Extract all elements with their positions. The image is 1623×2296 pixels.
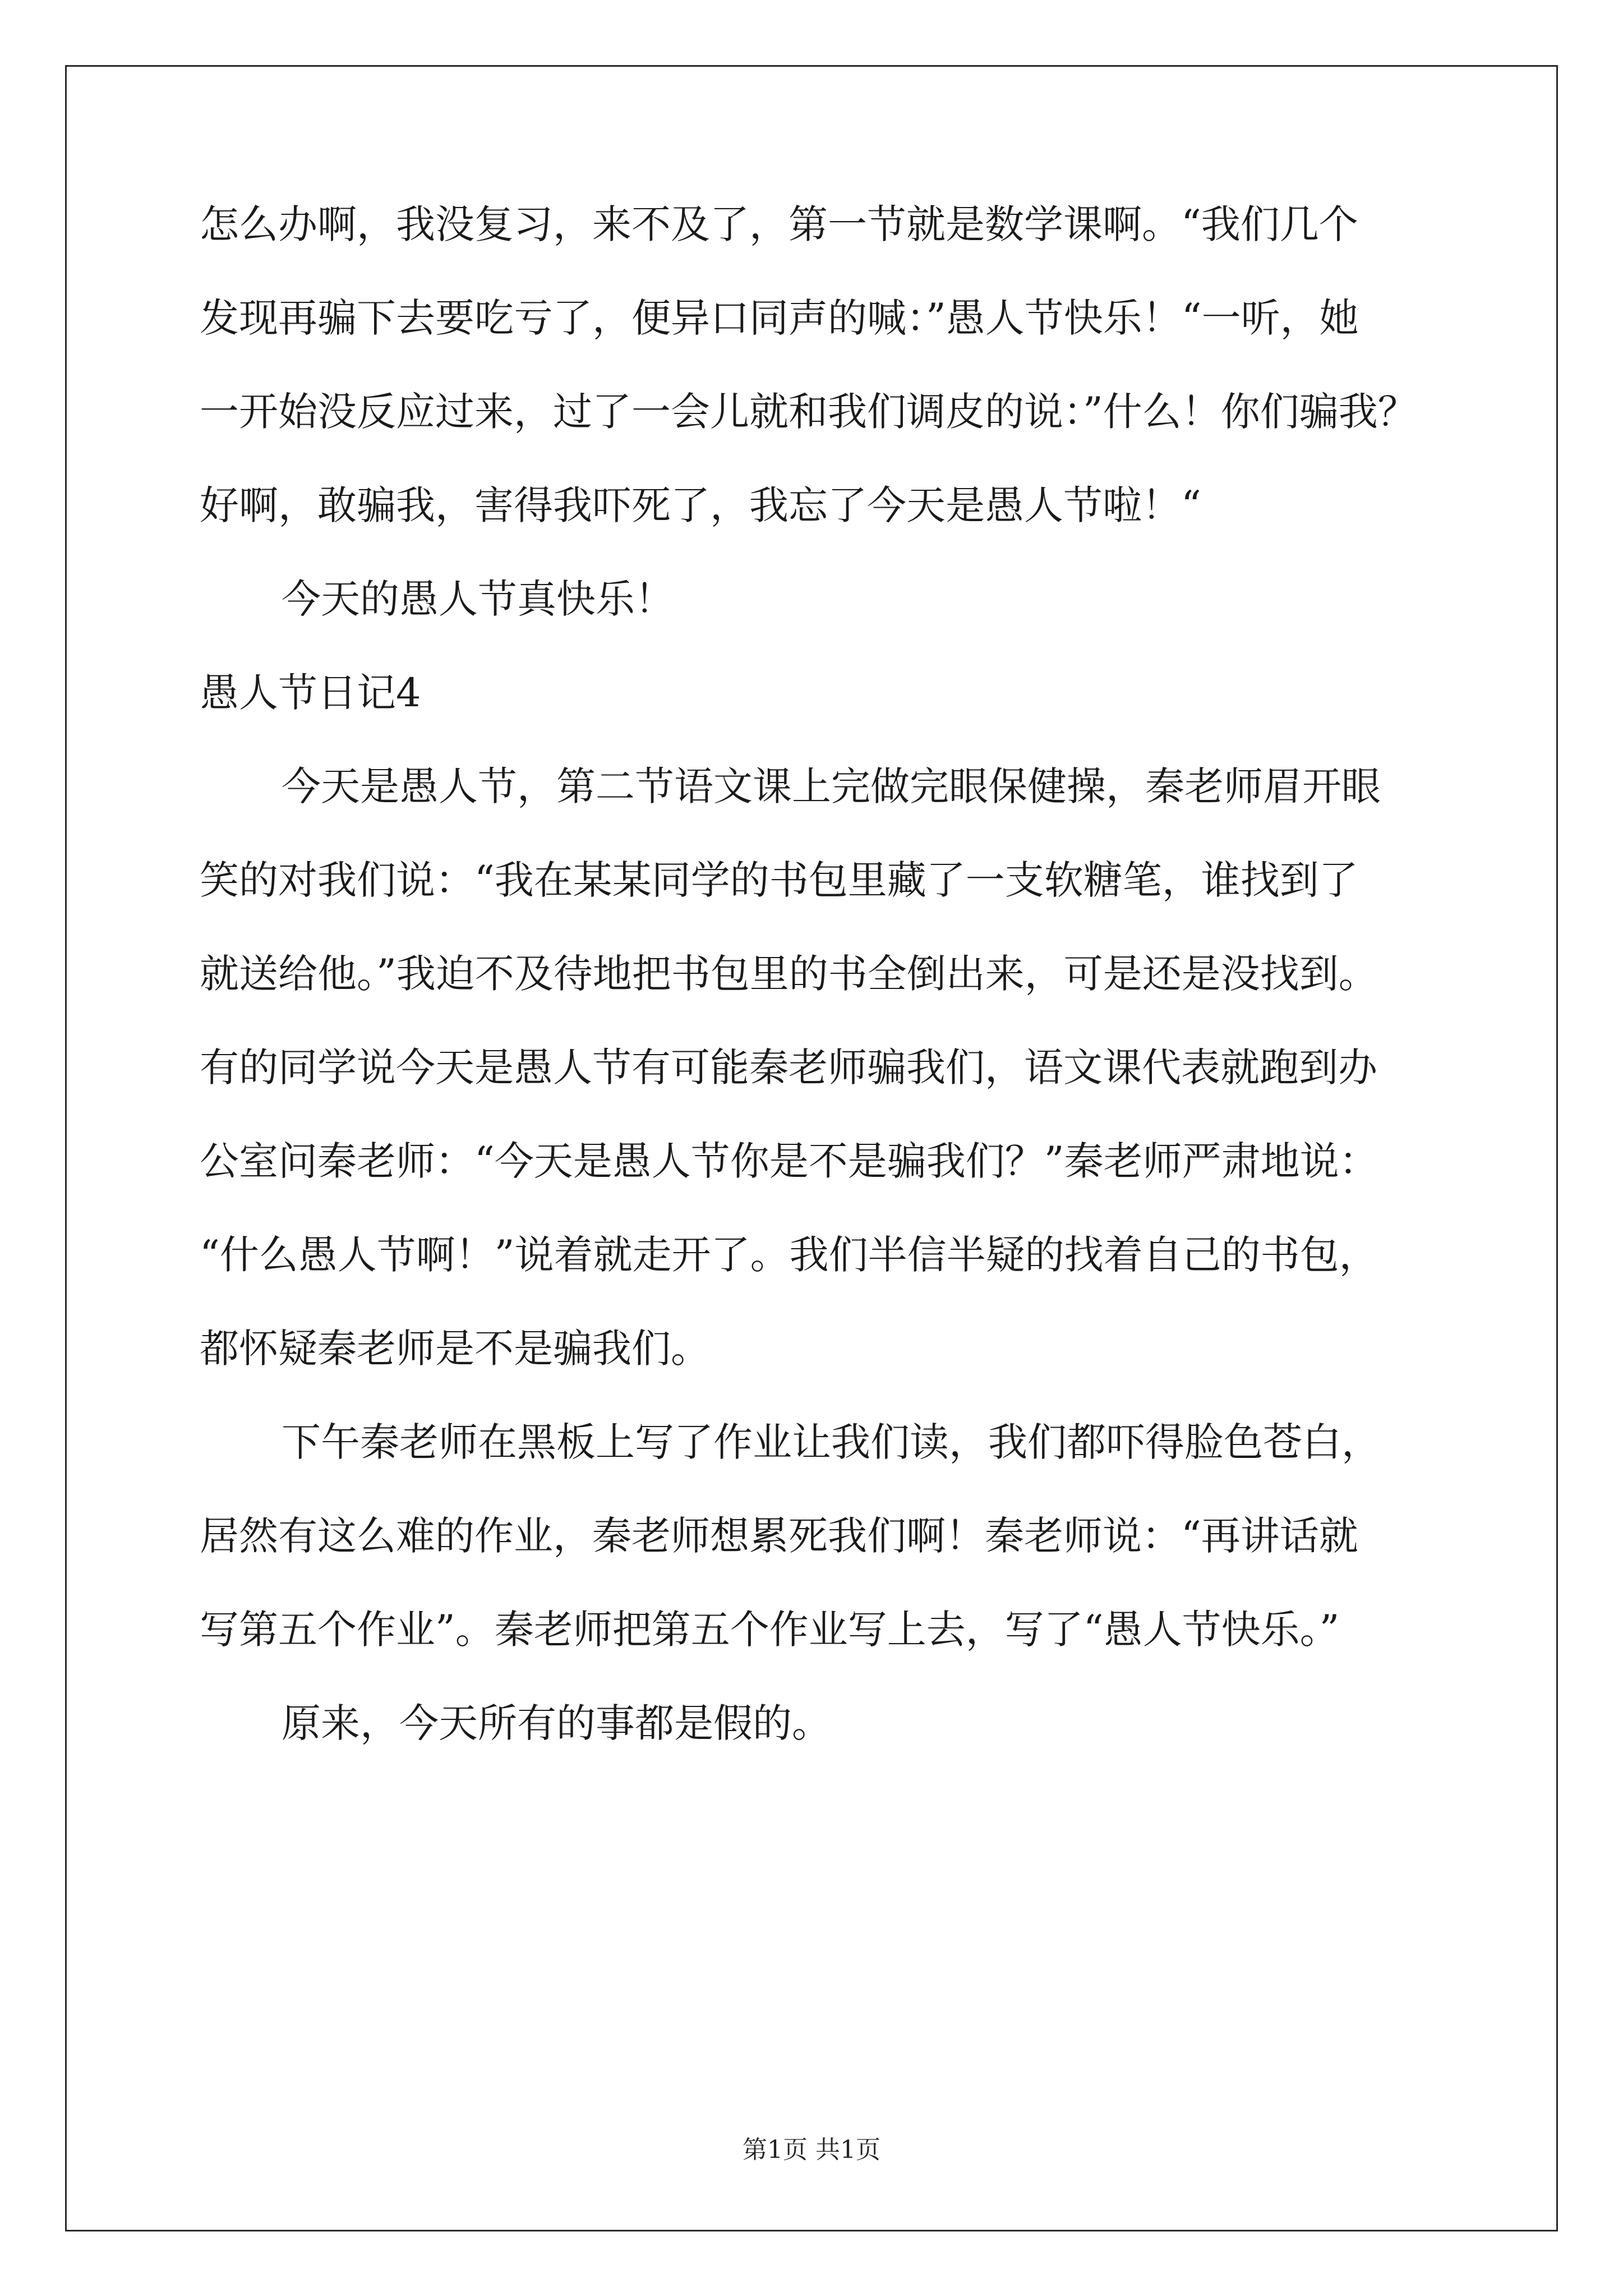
section-heading: 愚人节日记4 [200,670,421,716]
text-line: 原来，今天所有的事都是假的。 [282,1700,831,1746]
text-line: 下午秦老师在黑板上写了作业让我们读，我们都吓得脸色苍白， [282,1419,1381,1465]
text-line: 有的同学说今天是愚人节有可能秦老师骗我们，语文课代表就跑到办 [200,1045,1377,1091]
page-number: 第1页 共1页 [743,2136,880,2164]
text-line: 今天的愚人节真快乐！ [282,576,674,622]
text-line: 笑的对我们说：“我在某某同学的书包里藏了一支软糖笔，谁找到了 [200,857,1358,903]
text-line: 都怀疑秦老师是不是骗我们。 [200,1326,710,1372]
text-line: 一开始没反应过来，过了一会儿就和我们调皮的说：”什么！你们骗我？ [200,389,1417,435]
text-line: 今天是愚人节，第二节语文课上完做完眼保健操，秦老师眉开眼 [282,763,1381,809]
text-line: “什么愚人节啊！”说着就走开了。我们半信半疑的找着自己的书包， [200,1232,1378,1278]
text-line: 居然有这么难的作业，秦老师想累死我们啊！秦老师说：“再讲话就 [200,1513,1358,1559]
text-line: 写第五个作业”。秦老师把第五个作业写上去，写了“愚人节快乐。” [200,1607,1340,1653]
text-line: 就送给他。”我迫不及待地把书包里的书全倒出来，可是还是没找到。 [200,951,1378,997]
text-line: 好啊，敢骗我，害得我吓死了，我忘了今天是愚人节啦！“ [200,482,1201,528]
document-body [200,202,1456,1795]
text-line: 怎么办啊，我没复习，来不及了，第一节就是数学课啊。“我们几个 [200,201,1358,247]
text-line: 发现再骗下去要吃亏了，便异口同声的喊：”愚人节快乐！“一听，她 [200,295,1359,341]
text-line: 公室问秦老师：“今天是愚人节你是不是骗我们？”秦老师严肃地说： [200,1138,1378,1184]
